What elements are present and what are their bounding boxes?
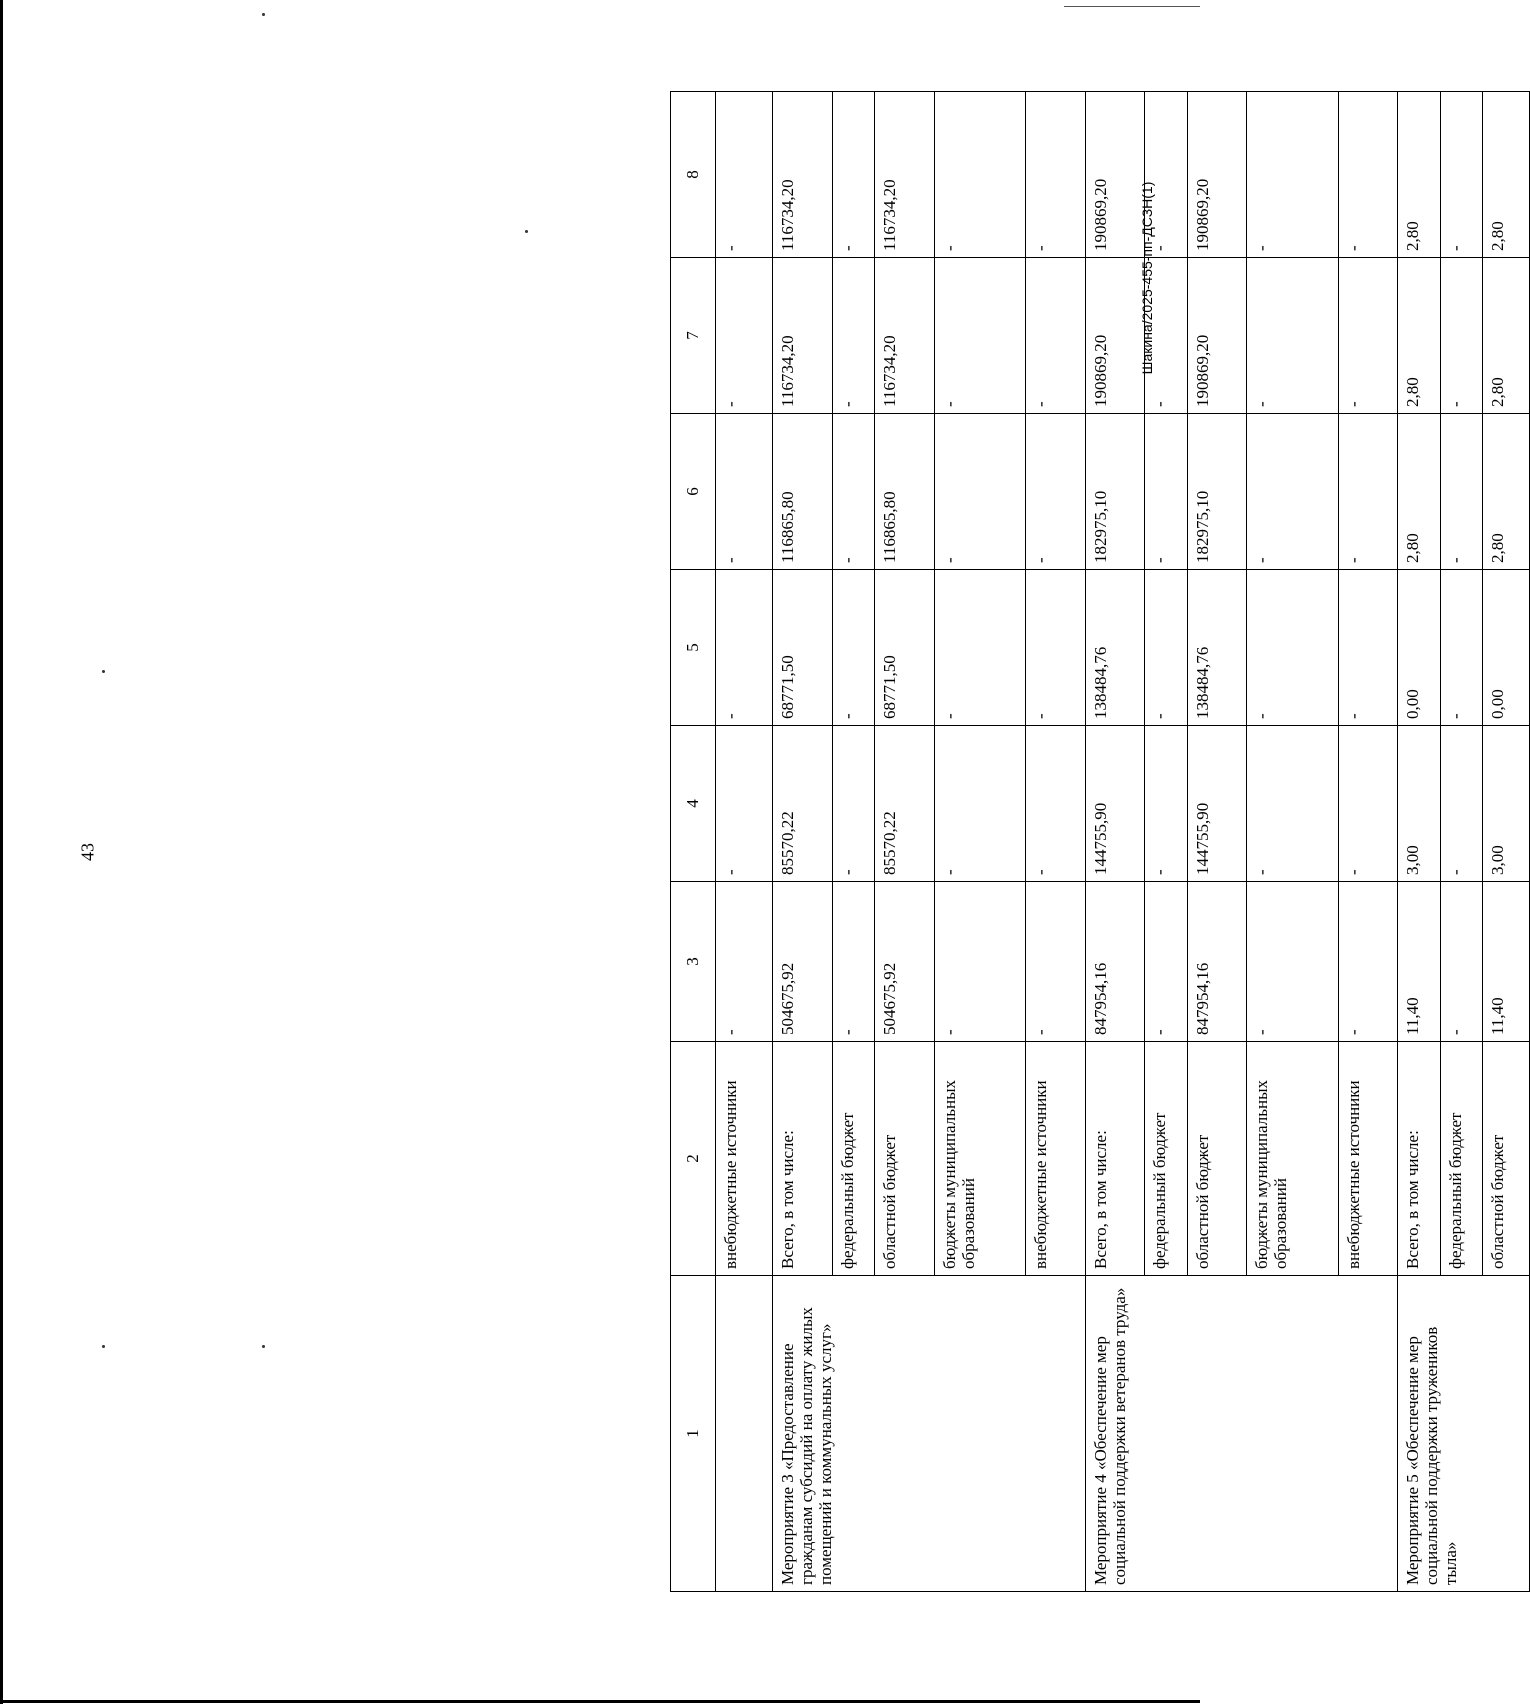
value-cell: - <box>1338 882 1398 1042</box>
source-cell: областной бюджет <box>1483 1042 1530 1276</box>
value-cell: - <box>1026 414 1086 570</box>
value-cell: - <box>1338 570 1398 726</box>
value-cell: 504675,92 <box>773 882 833 1042</box>
value-cell: - <box>1440 726 1483 882</box>
value-cell: - <box>1145 258 1188 414</box>
value-cell: - <box>1026 882 1086 1042</box>
value-cell: 85570,22 <box>875 726 935 882</box>
value-cell: 182975,10 <box>1085 414 1145 570</box>
value-cell: 116865,80 <box>875 414 935 570</box>
page-number: 43 <box>77 843 98 861</box>
column-header: 8 <box>671 92 716 258</box>
scan-speck <box>262 1345 265 1348</box>
value-cell: 138484,76 <box>1085 570 1145 726</box>
value-cell: - <box>1145 882 1188 1042</box>
source-cell: Всего, в том числе: <box>1398 1042 1441 1276</box>
value-cell: - <box>1440 414 1483 570</box>
value-cell: 116734,20 <box>875 92 935 258</box>
value-cell: 116734,20 <box>773 92 833 258</box>
source-cell: Всего, в том числе: <box>1085 1042 1145 1276</box>
column-header: 5 <box>671 570 716 726</box>
budget-table-wrapper <box>670 92 1530 1592</box>
value-cell: 11,40 <box>1398 882 1441 1042</box>
value-cell: 2,80 <box>1398 258 1441 414</box>
budget-table <box>670 91 1530 1592</box>
value-cell: - <box>1145 92 1188 258</box>
value-cell: 190869,20 <box>1085 92 1145 258</box>
value-cell: 2,80 <box>1398 414 1441 570</box>
value-cell: - <box>1145 570 1188 726</box>
scan-left-edge <box>0 0 3 1704</box>
value-cell: 68771,50 <box>773 570 833 726</box>
value-cell: - <box>716 414 773 570</box>
source-cell: внебюджетные источники <box>716 1042 773 1276</box>
value-cell: 138484,76 <box>1187 570 1247 726</box>
column-header: 3 <box>671 882 716 1042</box>
table-row <box>1398 92 1441 1592</box>
value-cell: - <box>1247 414 1338 570</box>
value-cell: - <box>1145 414 1188 570</box>
scan-speck <box>102 1345 105 1348</box>
scan-speck <box>525 230 528 233</box>
column-header: 4 <box>671 726 716 882</box>
value-cell: 182975,10 <box>1187 414 1247 570</box>
value-cell: 2,80 <box>1483 258 1530 414</box>
value-cell: - <box>1026 570 1086 726</box>
value-cell: 144755,90 <box>1085 726 1145 882</box>
column-header: 1 <box>671 1276 716 1592</box>
value-cell: 116865,80 <box>773 414 833 570</box>
source-cell: Всего, в том числе: <box>773 1042 833 1276</box>
header-row <box>671 92 716 1592</box>
value-cell: - <box>716 570 773 726</box>
value-cell: - <box>716 882 773 1042</box>
table-row <box>1085 92 1145 1592</box>
value-cell: - <box>1247 92 1338 258</box>
event-cell <box>716 1276 773 1592</box>
document-code: Шакина/2025-455-пп-ДСЗН(1) <box>1139 181 1155 375</box>
value-cell: - <box>1026 258 1086 414</box>
value-cell: 11,40 <box>1483 882 1530 1042</box>
source-cell: федеральный бюджет <box>832 1042 875 1276</box>
value-cell: - <box>1440 882 1483 1042</box>
source-cell: федеральный бюджет <box>1145 1042 1188 1276</box>
value-cell: - <box>1026 92 1086 258</box>
value-cell: 116734,20 <box>773 258 833 414</box>
value-cell: 2,80 <box>1398 92 1441 258</box>
event-cell: Мероприятие 3 «Предоставление гражданам субсидий на оплату жилых помещений и коммунальных услуг» <box>773 1276 1085 1592</box>
value-cell: - <box>1247 570 1338 726</box>
value-cell: - <box>1145 726 1188 882</box>
scan-speck <box>262 13 265 16</box>
source-cell: внебюджетные источники <box>1338 1042 1398 1276</box>
value-cell: - <box>832 570 875 726</box>
value-cell: - <box>832 92 875 258</box>
value-cell: - <box>934 92 1025 258</box>
value-cell: 190869,20 <box>1187 258 1247 414</box>
value-cell: - <box>1338 726 1398 882</box>
value-cell: - <box>934 414 1025 570</box>
table-body <box>716 92 1530 1592</box>
value-cell: - <box>934 882 1025 1042</box>
value-cell: - <box>1247 882 1338 1042</box>
value-cell: 190869,20 <box>1085 258 1145 414</box>
column-header: 6 <box>671 414 716 570</box>
value-cell: - <box>1338 258 1398 414</box>
event-cell: Мероприятие 4 «Обеспечение мер социальной поддержки ветеранов труда» <box>1085 1276 1397 1592</box>
value-cell: - <box>1026 726 1086 882</box>
event-cell: Мероприятие 5 «Обеспечение мер социальной поддержки тружеников тыла» <box>1398 1276 1530 1592</box>
column-header: 2 <box>671 1042 716 1276</box>
value-cell: - <box>1338 92 1398 258</box>
value-cell: - <box>1247 726 1338 882</box>
value-cell: 144755,90 <box>1187 726 1247 882</box>
value-cell: - <box>934 258 1025 414</box>
value-cell: - <box>1440 258 1483 414</box>
value-cell: 847954,16 <box>1187 882 1247 1042</box>
source-cell: областной бюджет <box>1187 1042 1247 1276</box>
source-cell: областной бюджет <box>875 1042 935 1276</box>
value-cell: 2,80 <box>1483 414 1530 570</box>
value-cell: 504675,92 <box>875 882 935 1042</box>
source-cell: бюджеты муниципальных образований <box>1247 1042 1338 1276</box>
scan-bottom-edge <box>0 1700 1200 1703</box>
scan-speck <box>102 670 105 673</box>
value-cell: 68771,50 <box>875 570 935 726</box>
source-cell: внебюджетные источники <box>1026 1042 1086 1276</box>
value-cell: - <box>1440 92 1483 258</box>
value-cell: - <box>716 258 773 414</box>
value-cell: - <box>832 258 875 414</box>
value-cell: - <box>1247 258 1338 414</box>
value-cell: - <box>934 570 1025 726</box>
source-cell: бюджеты муниципальных образований <box>934 1042 1025 1276</box>
source-cell: федеральный бюджет <box>1440 1042 1483 1276</box>
value-cell: 85570,22 <box>773 726 833 882</box>
column-header: 7 <box>671 258 716 414</box>
value-cell: 3,00 <box>1398 726 1441 882</box>
value-cell: - <box>1338 414 1398 570</box>
scan-top-edge <box>1064 6 1200 7</box>
value-cell: - <box>716 92 773 258</box>
value-cell: 0,00 <box>1398 570 1441 726</box>
value-cell: - <box>832 882 875 1042</box>
table-row <box>773 92 833 1592</box>
value-cell: - <box>1440 570 1483 726</box>
value-cell: 0,00 <box>1483 570 1530 726</box>
value-cell: 190869,20 <box>1187 92 1247 258</box>
value-cell: 847954,16 <box>1085 882 1145 1042</box>
value-cell: - <box>934 726 1025 882</box>
table-row <box>716 92 773 1592</box>
value-cell: - <box>832 726 875 882</box>
value-cell: - <box>832 414 875 570</box>
value-cell: 116734,20 <box>875 258 935 414</box>
value-cell: - <box>716 726 773 882</box>
value-cell: 2,80 <box>1483 92 1530 258</box>
value-cell: 3,00 <box>1483 726 1530 882</box>
